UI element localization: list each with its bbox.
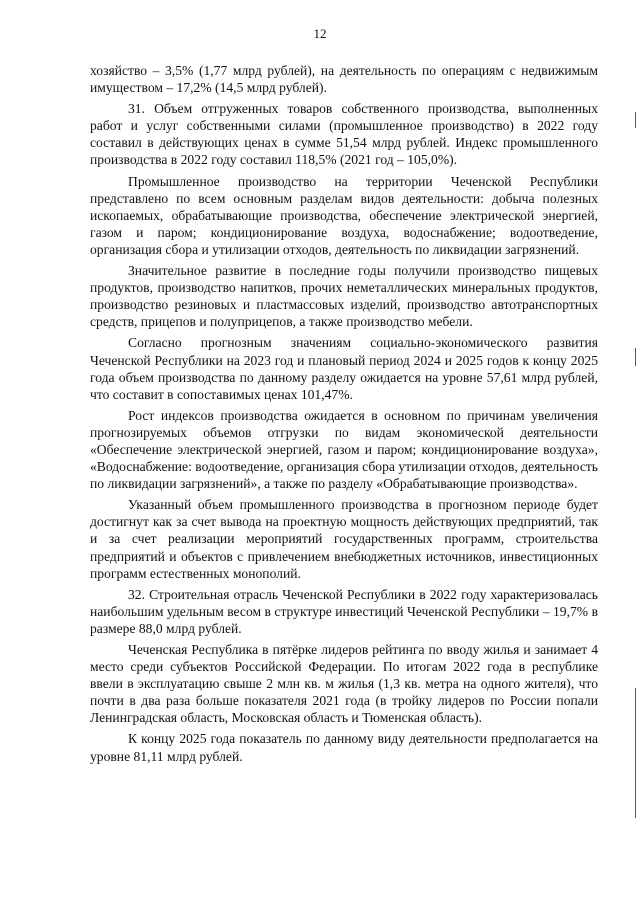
paragraph-industry-development: Значительное развитие в последние годы получили производство пищевых продуктов, производство напитков, прочих неметаллических минеральных продуктов, производство резиновых и пластмассовых изделий, производство автотранспортных средств, прицепов и полуприцепов, а также производство мебели.: [90, 263, 598, 330]
scan-edge-mark: [635, 688, 636, 818]
paragraph-output-achievement: Указанный объем промышленного производства в прогнозном периоде будет достигнут как за счет вывода на проектную мощность действующих предприятий, так и за счет реализации мероприятий государственных программ, строительства предприятий и объектов с привлечением внебюджетных источников, инвестиционных программ естественных монополий.: [90, 497, 598, 581]
paragraph-construction-forecast: К концу 2025 года показатель по данному виду деятельности предполагается на уровне 81,11 млрд рублей.: [90, 731, 598, 764]
paragraph-continuation: хозяйство – 3,5% (1,77 млрд рублей), на деятельность по операциям с недвижимым имуществом – 17,2% (14,5 млрд рублей).: [90, 63, 598, 96]
scan-edge-mark: [635, 112, 636, 128]
paragraph-forecast: Согласно прогнозным значениям социально-экономического развития Чеченской Республики на 2023 год и плановый период 2024 и 2025 годов к концу 2025 года объем производства по данному разделу ожидается на уровне 57,61 млрд рублей, что составит в сопоставимых ценах 101,47%.: [90, 335, 598, 402]
paragraph-32-construction: 32. Строительная отрасль Чеченской Республики в 2022 году характеризовалась наибольшим удельным весом в структуре инвестиций Чеченской Республики – 19,7% в размере 88,0 млрд рублей.: [90, 586, 598, 636]
paragraph-index-growth: Рост индексов производства ожидается в основном по причинам увеличения прогнозируемых объемов отгрузки по видам экономической деятельности «Обеспечение электрической энергией, газом и паром; кондиционирование воздуха», «Водоснабжение: водоотведение, организация сбора утилизации отходов, деятельность по ликвидации загрязнений», а также по разделу «Обрабатывающие производства».: [90, 407, 598, 492]
page-number: 12: [313, 26, 327, 41]
paragraph-31-industrial-output: 31. Объем отгруженных товаров собственного производства, выполненных работ и услуг собственными силами (промышленное производство) в 2022 году составил в действующих ценах в сумме 51,54 млрд рублей. Индекс промышленного производства в 2022 году составил 118,5% (2021 год – 105,0%).: [90, 101, 598, 168]
document-body: [90, 62, 598, 769]
paragraph-housing-rating: Чеченская Республика в пятёрке лидеров рейтинга по вводу жилья и занимает 4 место среди субъектов Российской Федерации. По итогам 2022 года в республике ввели в эксплуатацию свыше 2 млн кв. м жилья (1,3 кв. метра на одного жителя), что почти в два раза больше показателя 2021 года (в тройку лидеров по России попали Ленинградская область, Московская область и Тюменская область).: [90, 642, 598, 726]
paragraph-industry-sectors: Промышленное производство на территории Чеченской Республики представлено по всем основным разделам видов деятельности: добыча полезных ископаемых, обрабатывающие производства, обеспечение электрической энергией, газом и паром; кондиционирование воздуха, водоснабжение; водоотведение, организация сбора и утилизации отходов, деятельность по ликвидации загрязнений.: [90, 173, 598, 257]
scan-edge-mark: [635, 348, 636, 366]
